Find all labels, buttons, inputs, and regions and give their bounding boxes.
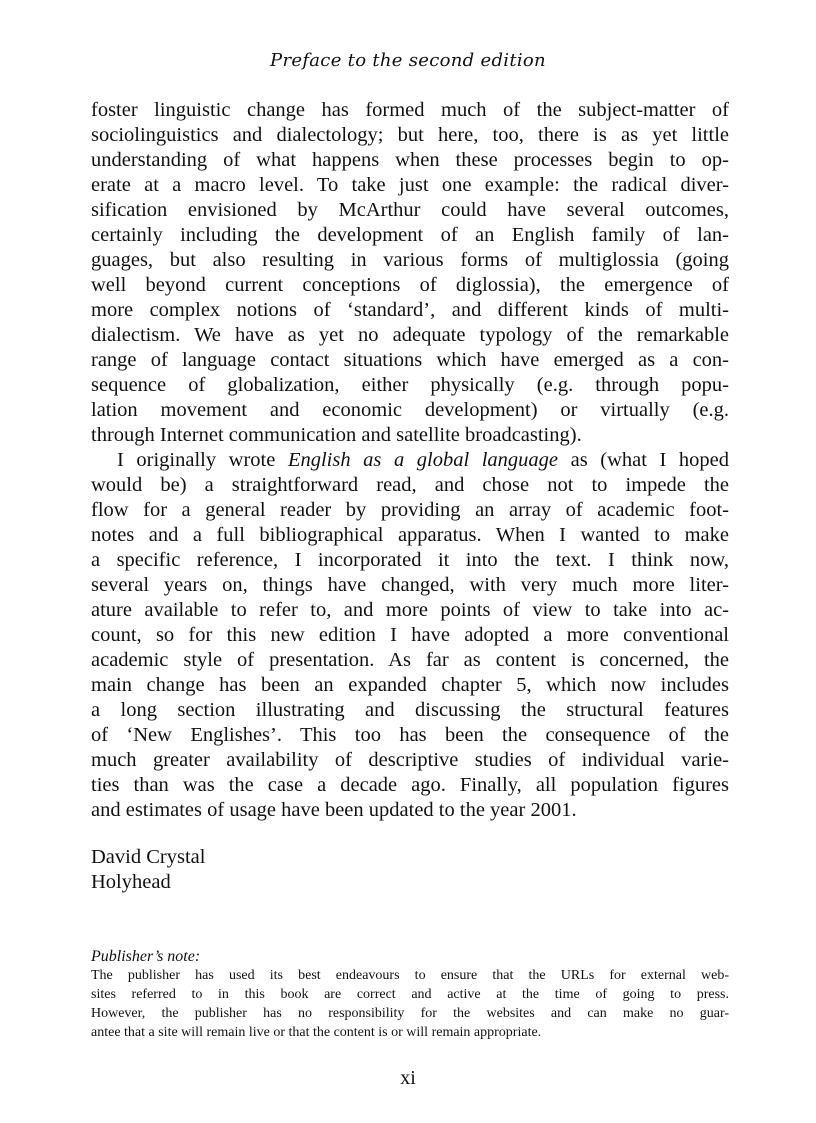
text-line: more complex notions of ‘standard’, and different kinds of multi- [91, 299, 729, 321]
signature-block [91, 845, 205, 895]
text-line: notes and a full bibliographical apparatus. When I wanted to make [91, 524, 729, 546]
publisher-note-label: Publisher’s note: [91, 948, 201, 965]
text-line: erate at a macro level. To take just one example: the radical diver- [91, 174, 729, 196]
text-line: sification envisioned by McArthur could have several outcomes, [91, 199, 729, 221]
paragraph-2 [91, 448, 729, 823]
text-line: and estimates of usage have been updated to the year 2001. [91, 799, 577, 821]
paragraph-1 [91, 98, 729, 448]
text-line: through Internet communication and satellite broadcasting). [91, 424, 582, 446]
text-line: much greater availability of descriptive studies of individual varie- [91, 749, 729, 771]
text-line: understanding of what happens when these processes begin to op- [91, 149, 729, 171]
text-line: foster linguistic change has formed much of the subject-matter of [91, 99, 729, 121]
note-line: sites referred to in this book are correct and active at the time of going to press. [91, 987, 729, 1002]
publisher-note-body [91, 966, 729, 1042]
text-line: would be) a straightforward read, and chose not to impede the [91, 474, 729, 496]
text-line: flow for a general reader by providing an array of academic foot- [91, 499, 729, 521]
running-head: Preface to the second edition [270, 50, 546, 71]
note-line: The publisher has used its best endeavours to ensure that the URLs for external web- [91, 968, 729, 983]
text-line [91, 448, 729, 473]
book-title: English as a global language [287, 449, 559, 471]
text-line: range of language contact situations which have emerged as a con- [91, 349, 729, 371]
text-line: certainly including the development of an English family of lan- [91, 224, 729, 246]
note-line: However, the publisher has no responsibility for the websites and can make no guar- [91, 1006, 729, 1021]
note-line: antee that a site will remain live or that the content is or will remain appropriate. [91, 1025, 542, 1040]
author-place: Holyhead [91, 871, 171, 893]
text-line: sociolinguistics and dialectology; but here, too, there is as yet little [91, 124, 729, 146]
body-text [91, 98, 729, 823]
text-line: dialectism. We have as yet no adequate typology of the remarkable [91, 324, 729, 346]
text-line: main change has been an expanded chapter 5, which now includes [91, 674, 729, 696]
author-name: David Crystal [91, 846, 206, 868]
text-line: ties than was the case a decade ago. Finally, all population figures [91, 774, 729, 796]
text-line: guages, but also resulting in various forms of multiglossia (going [91, 249, 729, 271]
text-line: a specific reference, I incorporated it into the text. I think now, [91, 549, 729, 571]
text-fragment: as (what I hoped [558, 449, 729, 471]
text-line: count, so for this new edition I have adopted a more conventional [91, 624, 729, 646]
text-line: ature available to refer to, and more points of view to take into ac- [91, 599, 729, 621]
text-line: sequence of globalization, either physically (e.g. through popu- [91, 374, 729, 396]
text-line: of ‘New Englishes’. This too has been the consequence of the [91, 724, 729, 746]
text-line: a long section illustrating and discussing the structural features [91, 699, 729, 721]
page-number: xi [400, 1067, 416, 1089]
text-fragment: I originally wrote [117, 449, 288, 471]
text-line: several years on, things have changed, with very much more liter- [91, 574, 729, 596]
text-line: well beyond current conceptions of diglossia), the emergence of [91, 274, 729, 296]
text-line: lation movement and economic development) or virtually (e.g. [91, 399, 729, 421]
text-line: academic style of presentation. As far as content is concerned, the [91, 649, 729, 671]
